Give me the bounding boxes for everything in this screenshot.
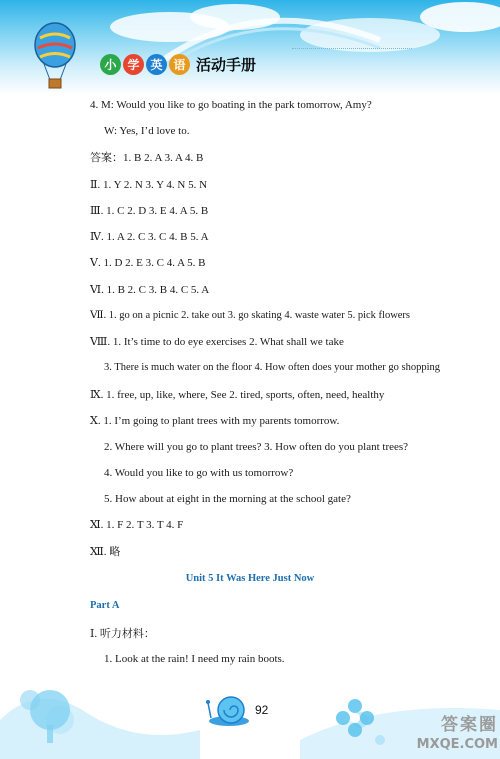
text-line: 5. How about at eight in the morning at the school gate? xyxy=(104,493,351,505)
text-line: Ⅸ. 1. free, up, like, where, See 2. tired, sports, often, need, healthy xyxy=(90,389,385,401)
header-dotted-line xyxy=(292,48,412,49)
text-line: Ⅳ. 1. A 2. C 3. C 4. B 5. A xyxy=(90,231,209,243)
page-header xyxy=(0,0,500,95)
title-rest: 活动手册 xyxy=(196,56,257,74)
text-line: Ⅱ. 1. Y 2. N 3. Y 4. N 5. N xyxy=(90,179,208,191)
section-label: Ⅰ. 听力材料： xyxy=(90,628,155,640)
title-char: 小 xyxy=(100,54,121,75)
book-title xyxy=(100,54,256,75)
page-number: 92 xyxy=(255,703,269,717)
text-line: Ⅻ. 略 xyxy=(90,546,121,558)
part-label: Part A xyxy=(90,600,120,611)
text-line: 2. Where will you go to plant trees? 3. How often do you plant trees? xyxy=(104,441,409,453)
text-line: Ⅲ. 1. C 2. D 3. E 4. A 5. B xyxy=(90,205,209,217)
text-line: Ⅷ. 1. It’s time to do eye exercises 2. What shall we take xyxy=(90,336,344,348)
snail-icon xyxy=(205,693,251,727)
text-line: 4. M: Would you like to go boating in the park tomorrow, Amy? xyxy=(90,99,372,111)
watermark-bottom: MXQE.COM xyxy=(416,737,498,752)
watermark-top: 答案圈 xyxy=(441,715,498,735)
unit-heading: Unit 5 It Was Here Just Now xyxy=(185,573,315,584)
title-char: 学 xyxy=(123,54,144,75)
hot-air-balloon-icon xyxy=(30,20,80,92)
text-line: Ⅵ. 1. B 2. C 3. B 4. C 5. A xyxy=(90,284,210,296)
text-line: Ⅶ. 1. go on a picnic 2. take out 3. go skating 4. waste water 5. pick flowers xyxy=(90,310,411,321)
tree-icon xyxy=(20,685,80,745)
text-line: Ⅴ. 1. D 2. E 3. C 4. A 5. B xyxy=(90,257,206,269)
watermark xyxy=(403,710,498,756)
title-char: 语 xyxy=(169,54,190,75)
text-line: Ⅹ. 1. I’m going to plant trees with my parents tomorrow. xyxy=(90,415,340,427)
text-line: W: Yes, I’d love to. xyxy=(104,125,190,137)
text-line: 3. There is much water on the floor 4. How often does your mother go shopping xyxy=(104,362,441,373)
text-line: Ⅺ. 1. F 2. T 3. T 4. F xyxy=(90,519,184,531)
title-char: 英 xyxy=(146,54,167,75)
flower-icon xyxy=(335,698,375,738)
text-line: 答案：1. B 2. A 3. A 4. B xyxy=(90,152,204,164)
text-line: 1. Look at the rain! I need my rain boots. xyxy=(104,653,285,665)
text-line: 4. Would you like to go with us tomorrow? xyxy=(104,467,294,479)
